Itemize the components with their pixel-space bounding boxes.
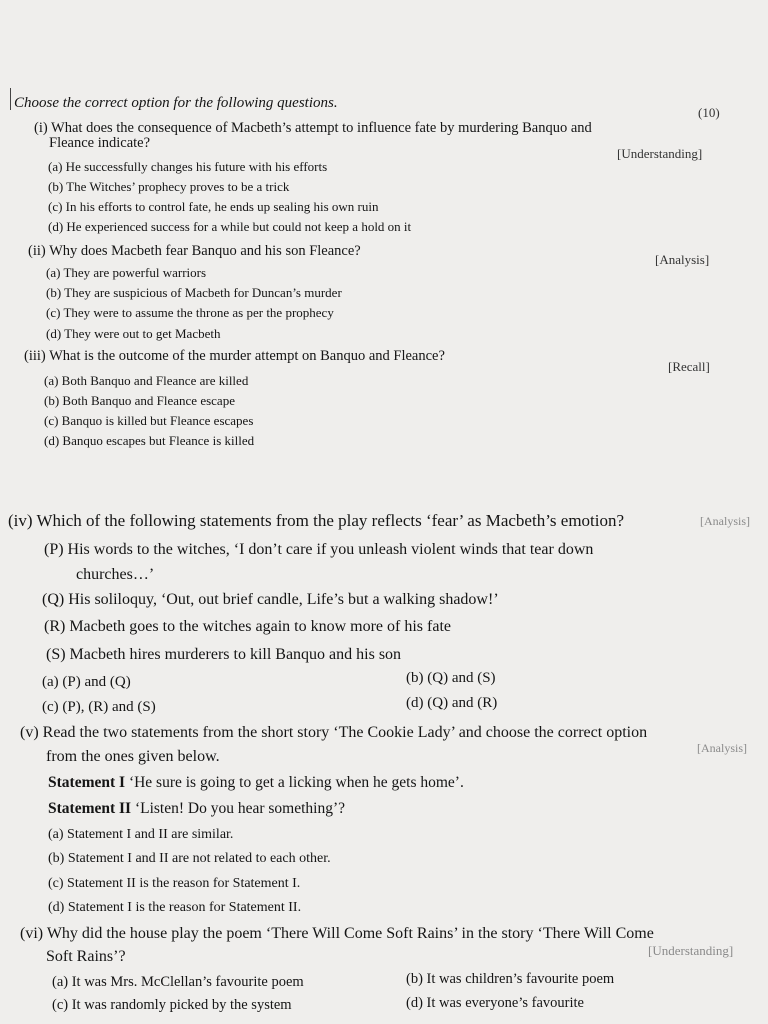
q3-level-tag: [Recall] xyxy=(668,359,710,374)
q2-option-a: (a) They are powerful warriors xyxy=(46,265,207,280)
q3-option-d: (d) Banquo escapes but Fleance is killed xyxy=(44,433,255,448)
q5-stem-line1: (v) Read the two statements from the short story ‘The Cookie Lady’ and choose the correct option xyxy=(20,724,648,741)
q4-option-d: (d) (Q) and (R) xyxy=(406,695,498,711)
q5-option-b: (b) Statement I and II are not related to each other. xyxy=(48,851,331,866)
q4-option-b: (b) (Q) and (S) xyxy=(406,670,496,686)
q4-option-a: (a) (P) and (Q) xyxy=(42,674,131,690)
q2-stem: (ii) Why does Macbeth fear Banquo and his son Fleance? xyxy=(28,243,361,259)
q5-option-a: (a) Statement I and II are similar. xyxy=(48,827,234,842)
q5-statement-2-text: ‘Listen! Do you hear something’? xyxy=(131,800,346,817)
q4-statement-s: (S) Macbeth hires murderers to kill Banquo and his son xyxy=(46,646,402,663)
q6-stem-line1: (vi) Why did the house play the poem ‘There Will Come Soft Rains’ in the story ‘There Will Come xyxy=(20,925,654,942)
q1-option-b: (b) The Witches’ prophecy proves to be a trick xyxy=(48,179,290,194)
marks-label: (10) xyxy=(698,105,720,120)
q5-option-d: (d) Statement I is the reason for Statement II. xyxy=(48,900,302,915)
q6-option-b: (b) It was children’s favourite poem xyxy=(406,971,615,987)
q1-stem-line1: (i) What does the consequence of Macbeth’s attempt to influence fate by murdering Banquo and xyxy=(34,120,592,136)
q5-statement-1-text: ‘He sure is going to get a licking when he gets home’. xyxy=(125,774,464,791)
q5-statement-2 xyxy=(48,800,345,817)
q1-stem-line2: Fleance indicate? xyxy=(49,135,151,151)
q1-option-a: (a) He successfully changes his future with his efforts xyxy=(48,159,328,174)
q1-level-tag: [Understanding] xyxy=(617,146,703,161)
q1-option-c: (c) In his efforts to control fate, he ends up sealing his own ruin xyxy=(48,199,379,214)
q6-option-a: (a) It was Mrs. McClellan’s favourite poem xyxy=(52,974,304,990)
q5-statement-1-label: Statement I xyxy=(48,774,126,791)
q4-statement-r: (R) Macbeth goes to the witches again to know more of his fate xyxy=(44,618,451,635)
q3-stem: (iii) What is the outcome of the murder attempt on Banquo and Fleance? xyxy=(24,348,445,364)
q5-stem-line2: from the ones given below. xyxy=(46,748,220,765)
q4-stem: (iv) Which of the following statements from the play reflects ‘fear’ as Macbeth’s emotion? xyxy=(8,511,625,530)
q3-option-c: (c) Banquo is killed but Fleance escapes xyxy=(44,413,254,428)
q6-option-c: (c) It was randomly picked by the system xyxy=(52,997,292,1013)
q4-statement-p-line1: (P) His words to the witches, ‘I don’t care if you unleash violent winds that tear down xyxy=(44,541,594,558)
q6-stem-line2: Soft Rains’? xyxy=(46,948,126,965)
q5-option-c: (c) Statement II is the reason for Statement I. xyxy=(48,876,301,891)
q2-level-tag: [Analysis] xyxy=(655,252,710,267)
q4-level-tag: [Analysis] xyxy=(700,514,750,528)
q5-statement-2-label: Statement II xyxy=(48,800,132,817)
q6-level-tag: [Understanding] xyxy=(648,943,734,958)
q4-statement-q: (Q) His soliloquy, ‘Out, out brief candle, Life’s but a walking shadow!’ xyxy=(42,591,499,608)
q3-option-a: (a) Both Banquo and Fleance are killed xyxy=(44,373,249,388)
instruction-text: Choose the correct option for the following questions. xyxy=(14,95,338,111)
q2-option-b: (b) They are suspicious of Macbeth for Duncan’s murder xyxy=(46,285,342,300)
margin-rule xyxy=(10,88,11,110)
q2-option-c: (c) They were to assume the throne as per the prophecy xyxy=(46,305,334,320)
q5-level-tag: [Analysis] xyxy=(697,741,747,755)
q2-option-d: (d) They were out to get Macbeth xyxy=(46,326,221,341)
q4-option-c: (c) (P), (R) and (S) xyxy=(42,699,156,715)
q5-statement-1 xyxy=(48,774,464,791)
q1-option-d: (d) He experienced success for a while but could not keep a hold on it xyxy=(48,219,412,234)
q4-statement-p-line2: churches…’ xyxy=(76,566,155,583)
q3-option-b: (b) Both Banquo and Fleance escape xyxy=(44,393,235,408)
q6-option-d: (d) It was everyone’s favourite xyxy=(406,995,584,1011)
